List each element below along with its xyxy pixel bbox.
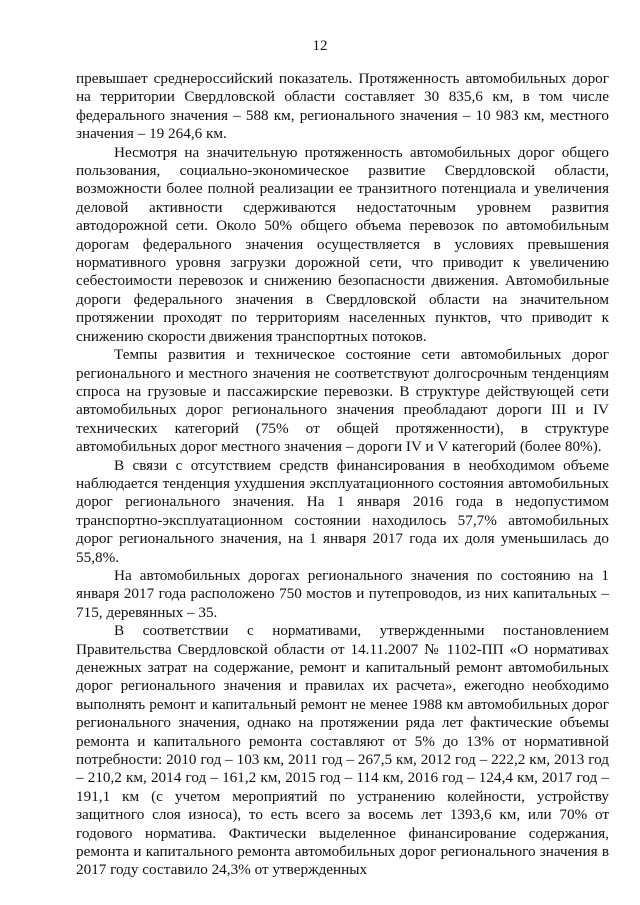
paragraph-1: превышает среднероссийский показатель. Протяженность автомобильных дорог на территории Свердловской области составляет 30 835,6 км, в том числе федерального значения – 588 км, регионального значения – 10 983 км, местного значения – 19 264,6 км. <box>76 70 609 143</box>
paragraph-5: На автомобильных дорогах регионального значения по состоянию на 1 января 2017 года расположено 750 мостов и путепроводов, из них капитальных – 715, деревянных – 35. <box>76 566 609 621</box>
paragraph-4: В связи с отсутствием средств финансирования в необходимом объеме наблюдается тенденция ухудшения эксплуатационного состояния автомобильных дорог регионального значения. На 1 января 2016 года в недопустимом транспортно-эксплуатационном состоянии находилось 57,7% автомобильных дорог регионального значения, на 1 января 2017 года их доля уменьшилась до 55,8%. <box>76 456 609 566</box>
paragraph-2: Несмотря на значительную протяженность автомобильных дорог общего пользования, социально-экономическое развитие Свердловской области, возможности более полной реализации ее транзитного потенциала и увеличения деловой активности сдерживаются недостаточным уровнем развития автодорожной сети. Около 50% общего объема перевозок по автомобильным дорогам федерального значения осуществляется в условиях превышения нормативного уровня загрузки дорожной сети, что приводит к увеличению себестоимости перевозок и снижению безопасности движения. Автомобильные дороги федерального значения в Свердловской области на значительном протяжении проходят по территориям населенных пунктов, что приводит к снижению скорости движения транспортных потоков. <box>76 143 609 345</box>
paragraph-3: Темпы развития и техническое состояние сети автомобильных дорог регионального и местного значения не соответствуют долгосрочным тенденциям спроса на грузовые и пассажирские перевозки. В структуре действующей сети автомобильных дорог регионального значения преобладают дороги III и IV технических категорий (75% от общей протяженности), в структуре автомобильных дорог местного значения – дороги IV и V категорий (более 80%). <box>76 346 609 456</box>
paragraph-6: В соответствии с нормативами, утвержденными постановлением Правительства Свердловской области от 14.11.2007 № 1102-ПП «О нормативах денежных затрат на содержание, ремонт и капитальный ремонт автомобильных дорог регионального значения и правилах их расчета», ежегодно необходимо выполнять ремонт и капитальный ремонт не менее 1988 км автомобильных дорог регионального значения, однако на протяжении ряда лет фактические объемы ремонта и капитального ремонта составляют от 5% до 13% от нормативной потребности: 2010 год – 103 км, 2011 год – 267,5 км, 2012 год – 222,2 км, 2013 год – 210,2 км, 2014 год – 161,2 км, 2015 год – 114 км, 2016 год – 124,4 км, 2017 год – 191,1 км (с учетом мероприятий по устранению колейности, устройству защитного слоя износа), то есть всего за восемь лет 1393,6 км, или 70% от годового норматива. Фактически выделенное финансирование содержания, ремонта и капитального ремонта автомобильных дорог регионального значения в 2017 году составило 24,3% от утвержденных <box>76 622 609 879</box>
page-number: 12 <box>312 38 328 54</box>
document-body <box>76 70 609 880</box>
